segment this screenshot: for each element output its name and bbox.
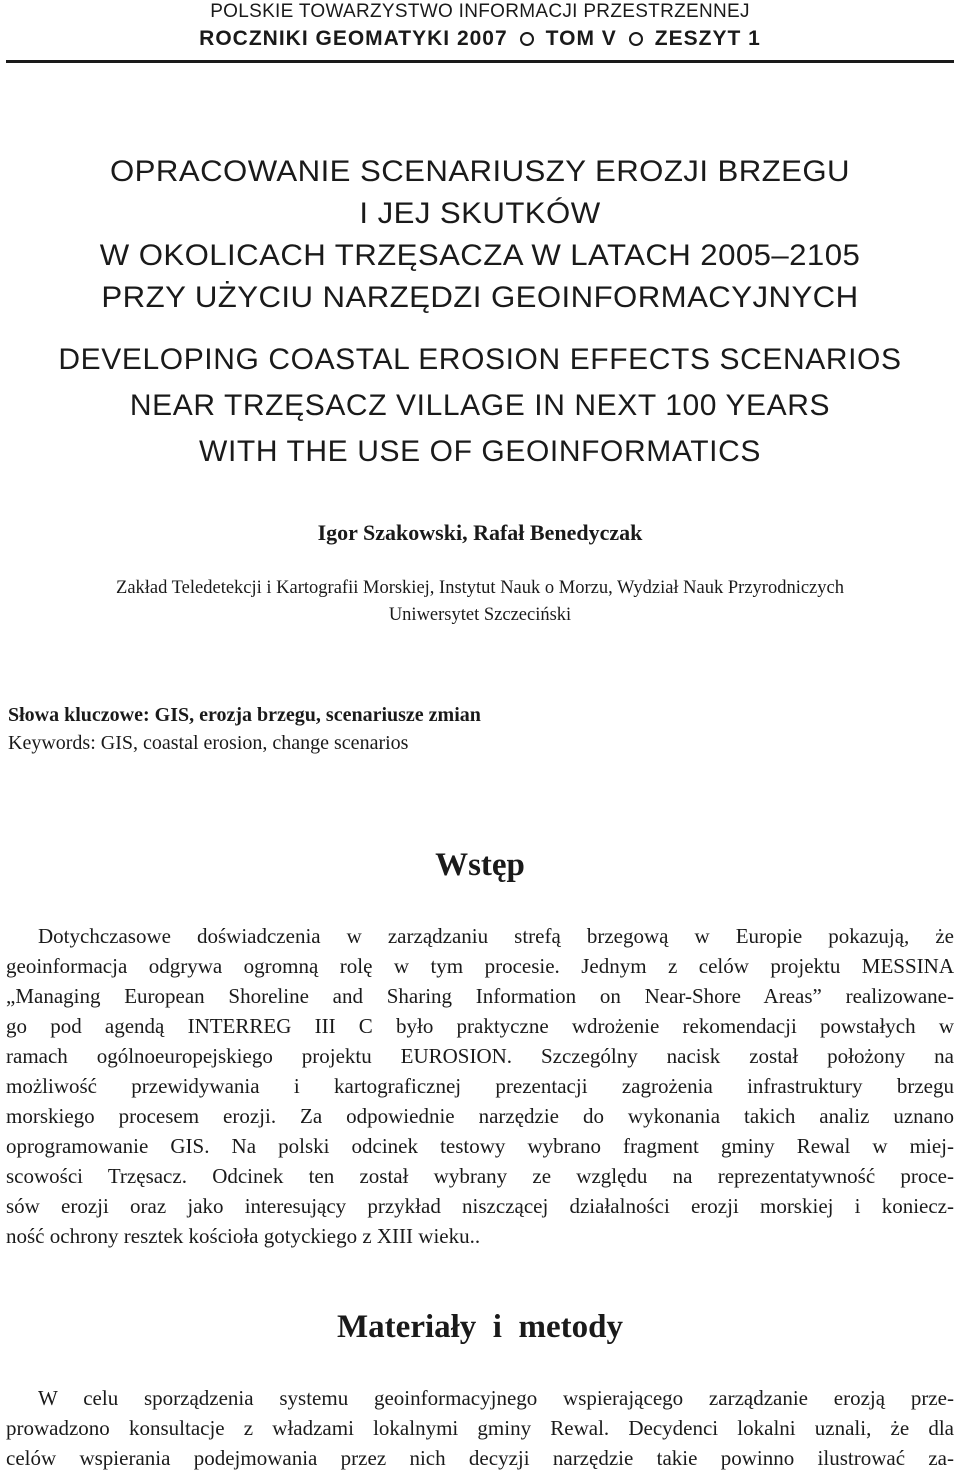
header-rule [6,60,954,63]
running-header [6,0,954,63]
issue-label: ZESZYT 1 [654,27,761,50]
paragraph-line: oprogramowanie GIS. Na polski odcinek testowy wybrano fragment gminy Rewal w miej- [6,1134,954,1158]
paragraph-line: go pod agendą INTERREG III C było praktyczne wdrożenie rekomendacji powstałych w [6,1014,954,1038]
paragraph-line: „Managing European Shoreline and Sharing Information on Near-Shore Areas” realizowane- [6,984,954,1008]
title-english-line: NEAR TRZĘSACZ VILLAGE IN NEXT 100 YEARS [129,389,831,422]
society-name: POLSKIE TOWARZYSTWO INFORMACJI PRZESTRZENNEJ [210,1,750,22]
title-polish-line: W OKOLICACH TRZĘSACZA W LATACH 2005–2105 [99,239,861,272]
paragraph-line: celów wspierania podejmowania przez nich decyzji narzędzie takie powinno ilustrować za- [6,1446,954,1470]
keywords-english: Keywords: GIS, coastal erosion, change scenarios [8,732,409,754]
paragraph-line: scowości Trzęsacz. Odcinek ten został wybrany ze względu na reprezentatywność proce- [6,1164,954,1188]
title-english-line: WITH THE USE OF GEOINFORMATICS [199,435,761,468]
paragraph-line: sów erozji oraz jako interesujący przykład niszczącej działalności erozji morskiej i koniecz- [6,1194,954,1218]
bullet-icon [629,32,643,46]
paragraph-line: ramach ogólnoeuropejskiego projektu EUROSION. Szczególny nacisk został położony na [6,1044,954,1068]
title-polish [0,151,960,319]
paragraph-line: morskiego procesem erozji. Za odpowiednie narzędzie do wykonania takich analiz uznano [6,1104,954,1128]
title-polish-line: OPRACOWANIE SCENARIUSZY EROZJI BRZEGU [109,155,851,188]
affiliation [6,575,954,629]
bullet-icon [520,32,534,46]
journal-name: ROCZNIKI GEOMATYKI 2007 [199,27,508,50]
title-polish-line: PRZY UŻYCIU NARZĘDZI GEOINFORMACYJNYCH [101,281,859,314]
section-heading-materials-methods: Materiały i metody [337,1309,623,1345]
keywords-block [6,701,954,757]
paragraph-line: ność ochrony resztek kościoła gotyckiego z XIII wieku.. [6,1224,481,1248]
authors: Igor Szakowski, Rafał Benedyczak [317,520,643,545]
paragraph-line: geoinformacja odgrywa ogromną rolę w tym procesie. Jednym z celów projektu MESSINA [6,954,954,978]
affiliation-line: Uniwersytet Szczeciński [388,605,572,625]
section-heading-introduction: Wstęp [435,847,525,883]
title-polish-line: I JEJ SKUTKÓW [359,197,601,230]
paragraph-line: możliwość przewidywania i kartograficznej prezentacji zagrożenia infrastruktury brzegu [6,1074,954,1098]
keywords-polish: Słowa kluczowe: GIS, erozja brzegu, scenariusze zmian [8,704,481,726]
paragraph-line: Dotychczasowe doświadczenia w zarządzaniu strefą brzegową w Europie pokazują, że [38,924,954,948]
introduction-paragraph [6,921,954,1251]
title-english-line: DEVELOPING COASTAL EROSION EFFECTS SCENARIOS [58,343,902,376]
affiliation-line: Zakład Teledetekcji i Kartografii Morskiej, Instytut Nauk o Morzu, Wydział Nauk Przyrodniczych [116,578,844,598]
title-english [6,337,954,475]
paragraph-line: prowadzono konsultacje z władzami lokalnymi gminy Rewal. Decydenci lokalni uznali, że dla [6,1416,954,1440]
paragraph-line: W celu sporządzenia systemu geoinformacyjnego wspierającego zarządzanie erozją prze- [38,1386,954,1410]
volume-label: TOM V [545,27,617,50]
materials-methods-paragraph [6,1383,954,1473]
journal-line [6,24,954,54]
